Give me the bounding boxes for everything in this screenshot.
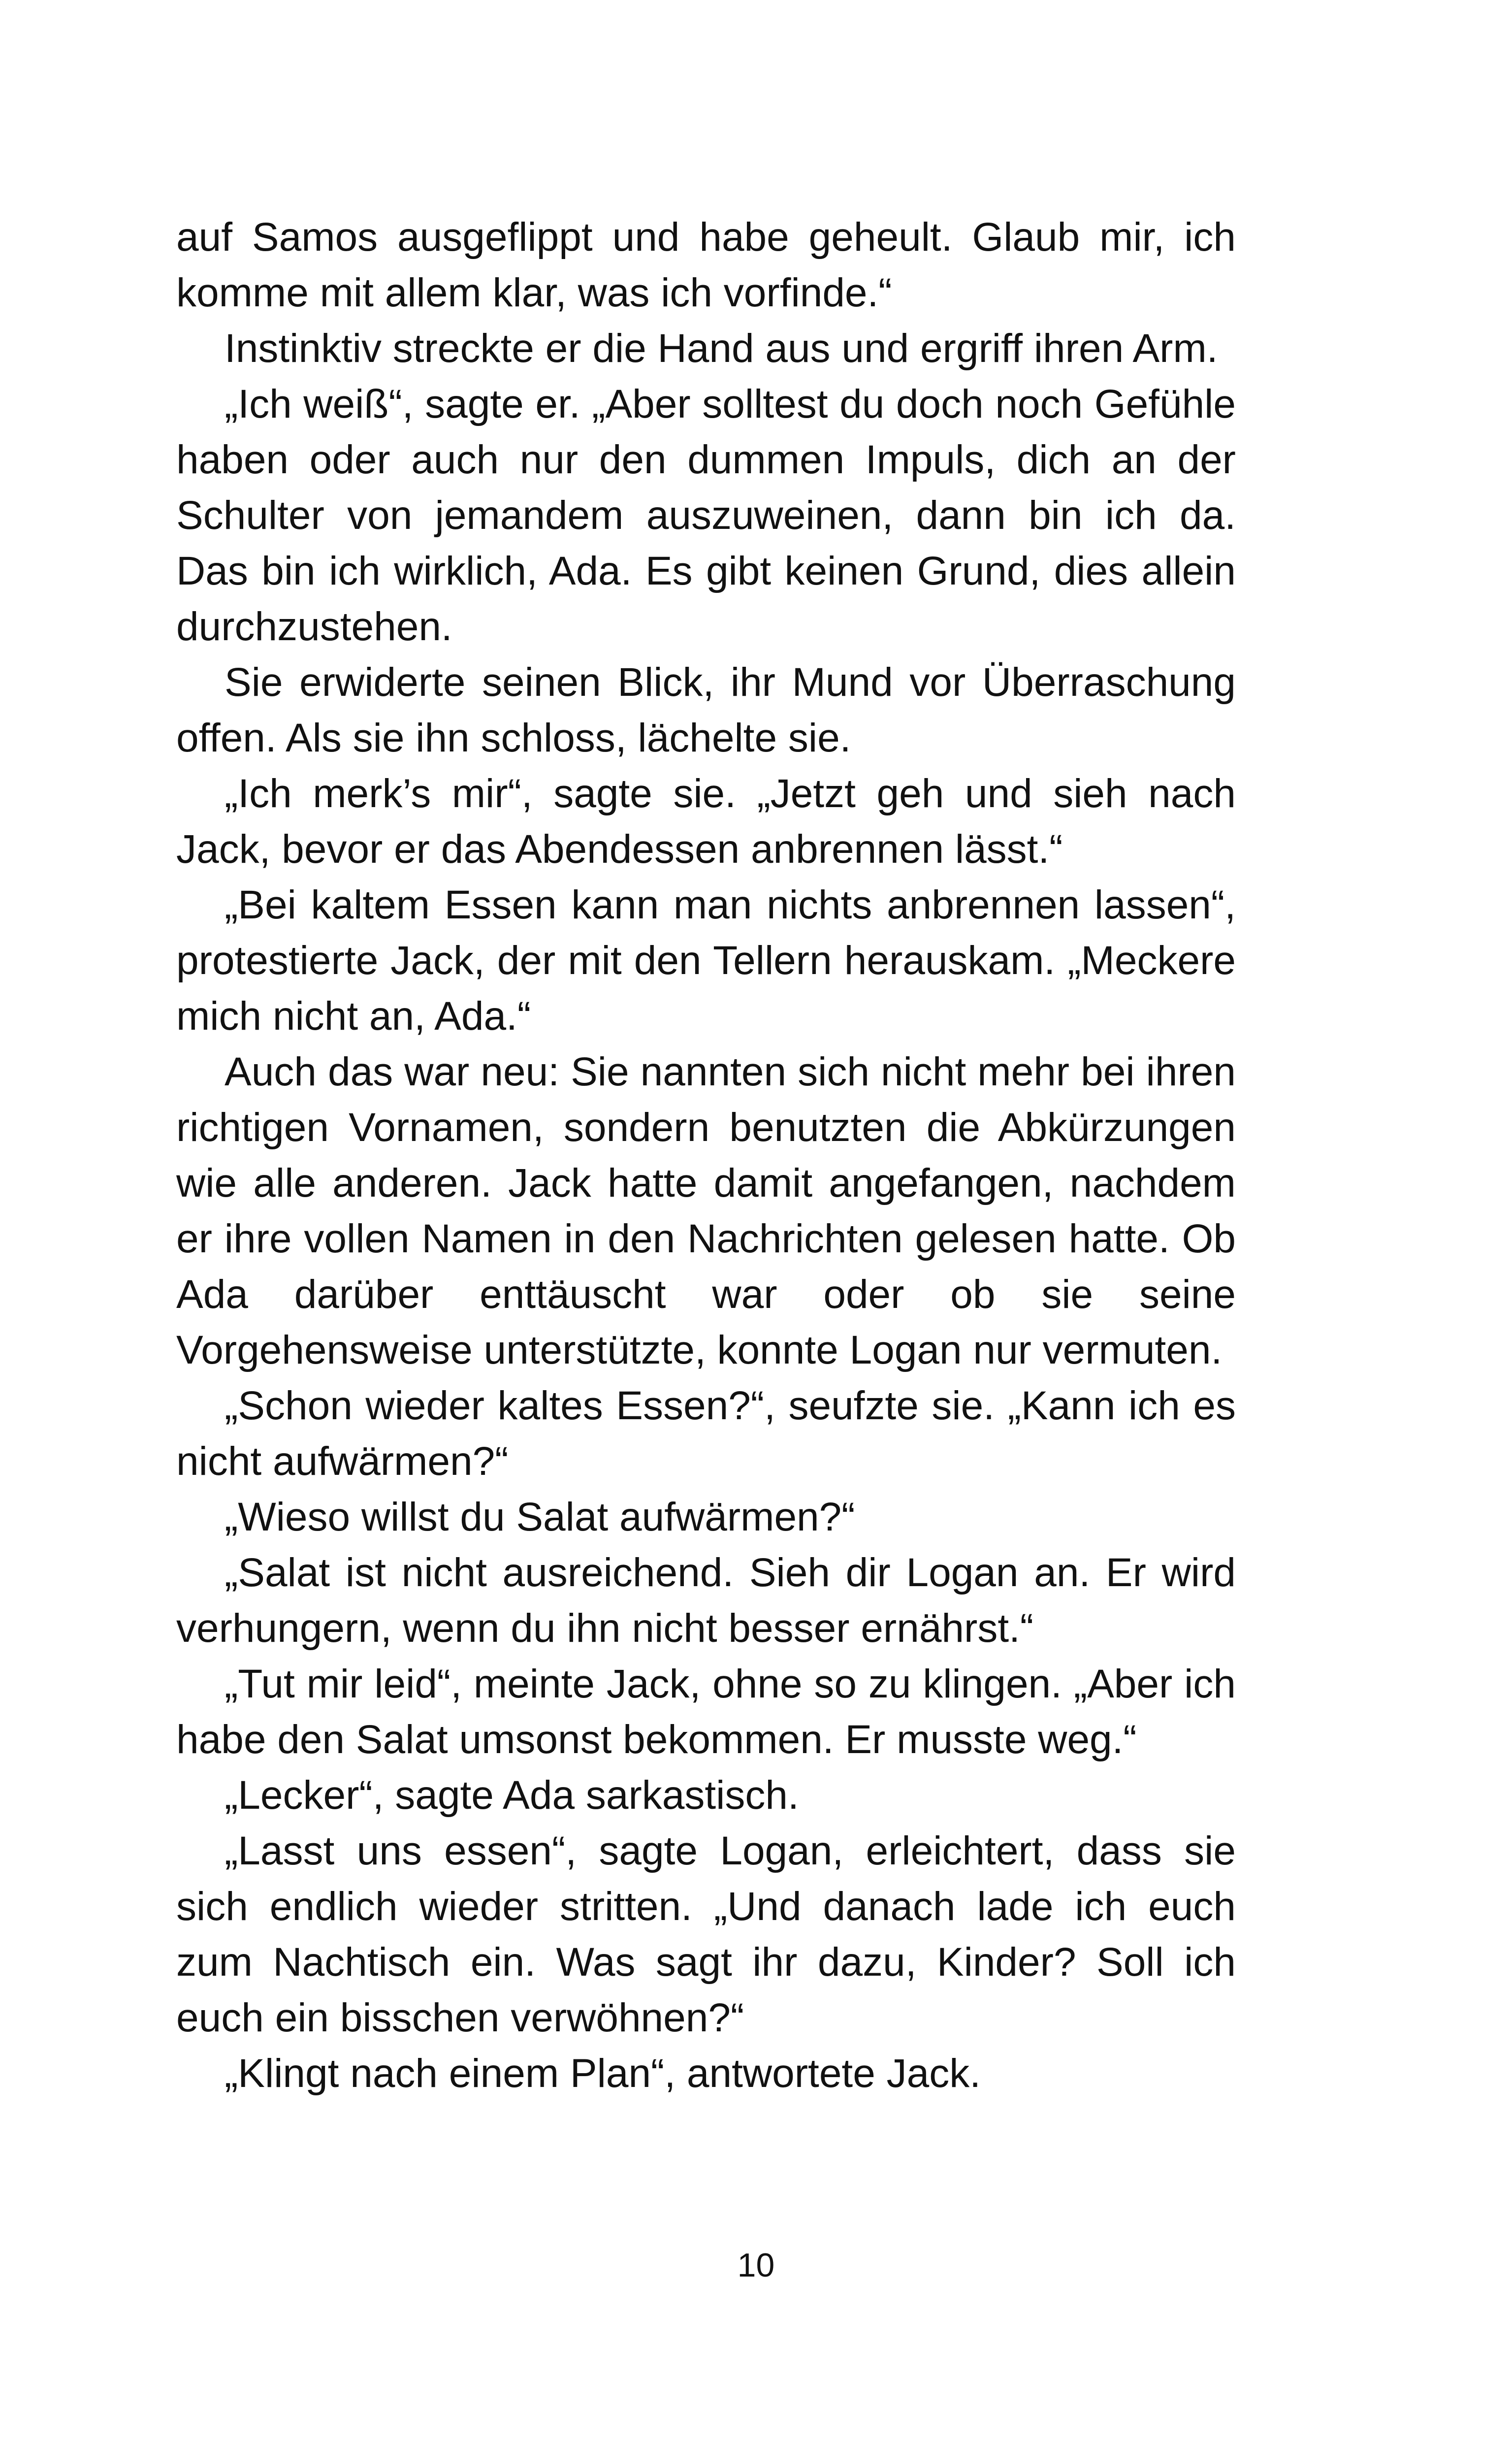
paragraph: Instinktiv streckte er die Hand aus und ergriff ihren Arm. bbox=[225, 326, 1218, 371]
paragraph: auf Samos ausgeflippt und habe geheult. Glaub mir, ich komme mit allem klar, was ich vorfinde.“ bbox=[176, 215, 1236, 315]
body-text bbox=[176, 209, 1236, 2101]
paragraph: Auch das war neu: Sie nannten sich nicht mehr bei ihren richtigen Vornamen, sondern benutzten die Abkürzungen wie alle anderen. Jack hatte damit angefangen, nachdem er ihre vollen Namen in den Nachrichten gelesen hatte. Ob Ada darüber enttäuscht war oder ob sie seine Vorgehensweise unterstützte, konnte Logan nur vermuten. bbox=[176, 1049, 1236, 1372]
paragraph: „Klingt nach einem Plan“, antwortete Jack. bbox=[225, 2051, 981, 2096]
paragraph: „Wieso willst du Salat aufwärmen?“ bbox=[225, 1495, 855, 1539]
paragraph: „Bei kaltem Essen kann man nichts anbrennen lassen“, protestierte Jack, der mit den Tellern herauskam. „Meckere mich nicht an, Ada.“ bbox=[176, 882, 1236, 1039]
paragraph: „Salat ist nicht ausreichend. Sieh dir Logan an. Er wird verhungern, wenn du ihn nicht besser ernährst.“ bbox=[176, 1550, 1236, 1651]
paragraph: „Lasst uns essen“, sagte Logan, erleichtert, dass sie sich endlich wieder stritten. „Und danach lade ich euch zum Nachtisch ein. Was sagt ihr dazu, Kinder? Soll ich euch ein bisschen verwöhnen?“ bbox=[176, 1828, 1236, 2040]
paragraph: „Ich merk’s mir“, sagte sie. „Jetzt geh und sieh nach Jack, bevor er das Abendessen anbrennen lässt.“ bbox=[176, 771, 1236, 872]
page-number: 10 bbox=[737, 2247, 775, 2284]
paragraph: „Lecker“, sagte Ada sarkastisch. bbox=[225, 1773, 799, 1818]
paragraph: „Ich weiß“, sagte er. „Aber solltest du doch noch Gefühle haben oder auch nur den dummen Impuls, dich an der Schulter von jemandem auszuweinen, dann bin ich da. Das bin ich wirklich, Ada. Es gibt keinen Grund, dies allein durchzustehen. bbox=[176, 382, 1236, 649]
paragraph: „Tut mir leid“, meinte Jack, ohne so zu klingen. „Aber ich habe den Salat umsonst bekommen. Er musste weg.“ bbox=[176, 1661, 1236, 1762]
paragraph: Sie erwiderte seinen Blick, ihr Mund vor Überraschung offen. Als sie ihn schloss, lächelte sie. bbox=[176, 660, 1236, 760]
paragraph: „Schon wieder kaltes Essen?“, seufzte sie. „Kann ich es nicht aufwärmen?“ bbox=[176, 1383, 1236, 1484]
